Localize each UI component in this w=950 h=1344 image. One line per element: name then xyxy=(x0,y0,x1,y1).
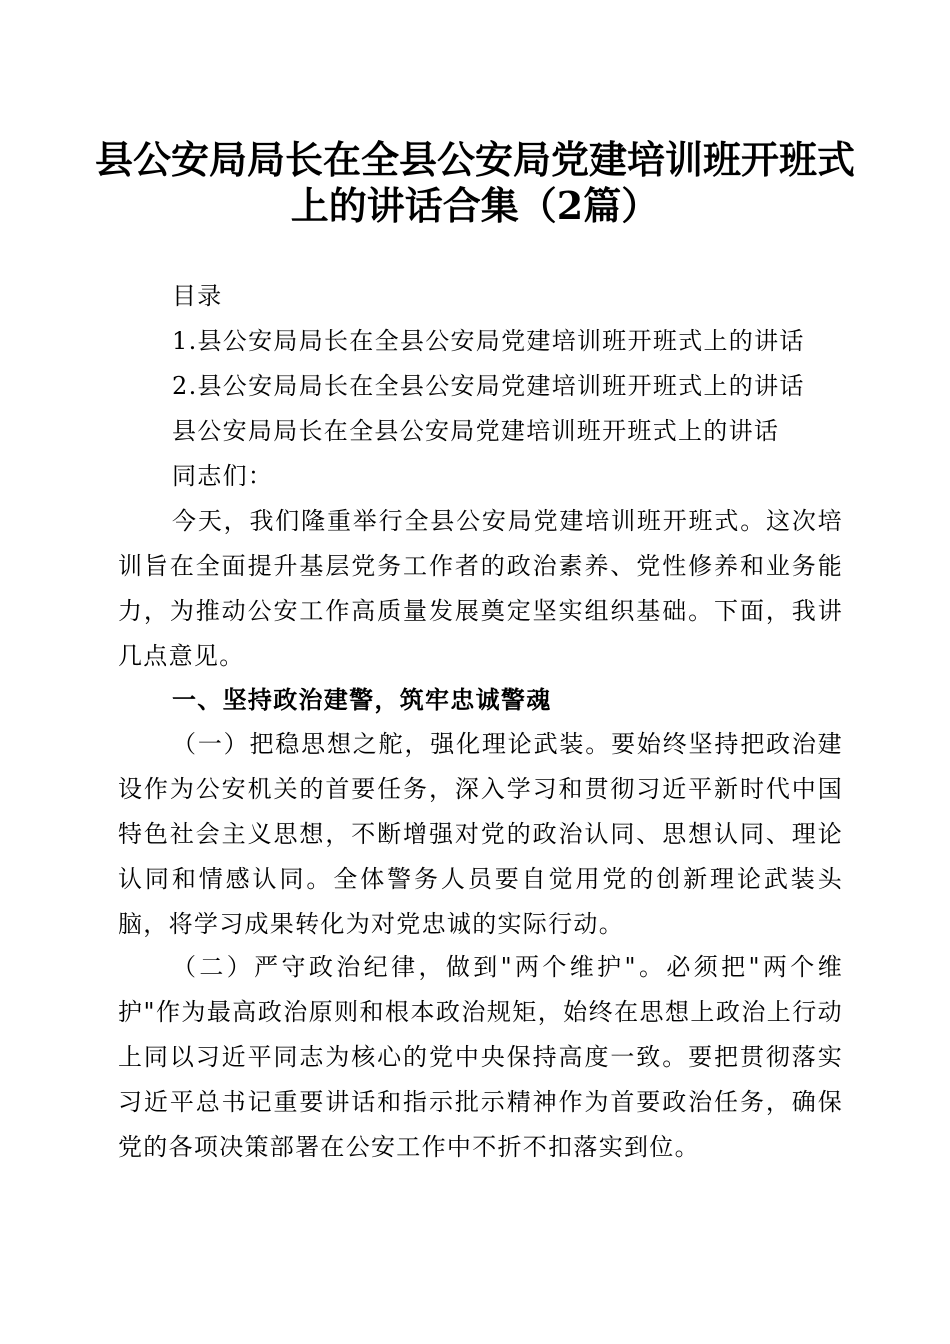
intro-paragraph: 今天，我们隆重举行全县公安局党建培训班开班式。这次培训旨在全面提升基层党务工作者的政治素养、党性修养和业务能力，为推动公安工作高质量发展奠定坚实组织基础。下面，我讲几点意见。 xyxy=(118,507,843,670)
subsection-2-paragraph: （二）严守政治纪律，做到"两个维护"。必须把"两个维护"作为最高政治原则和根本政治规矩，始终在思想上政治上行动上同以习近平同志为核心的党中央保持高度一致。要把贯彻落实习近平总书记重要讲话和指示批示精神作为首要政治任务，确保党的各项决策部署在公安工作中不折不扣落实到位。 xyxy=(118,953,843,1161)
section-1-heading: 一、坚持政治建警，筑牢忠诚警魂 xyxy=(172,685,552,714)
document-title-line-1: 县公安局局长在全县公安局党建培训班开班式 xyxy=(94,137,855,182)
toc-heading: 目录 xyxy=(172,282,223,310)
salutation: 同志们： xyxy=(172,462,274,490)
speech-title: 县公安局局长在全县公安局党建培训班开班式上的讲话 xyxy=(172,417,780,445)
document-title-line-2: 上的讲话合集（2篇） xyxy=(290,183,660,228)
toc-item-1: 1.县公安局局长在全县公安局党建培训班开班式上的讲话 xyxy=(172,327,805,355)
subsection-1-paragraph: （一）把稳思想之舵，强化理论武装。要始终坚持把政治建设作为公安机关的首要任务，深入学习和贯彻习近平新时代中国特色社会主义思想，不断增强对党的政治认同、思想认同、理论认同和情感认同。全体警务人员要自觉用党的创新理论武装头脑，将学习成果转化为对党忠诚的实际行动。 xyxy=(118,730,843,938)
toc-item-2: 2.县公安局局长在全县公安局党建培训班开班式上的讲话 xyxy=(172,372,805,400)
